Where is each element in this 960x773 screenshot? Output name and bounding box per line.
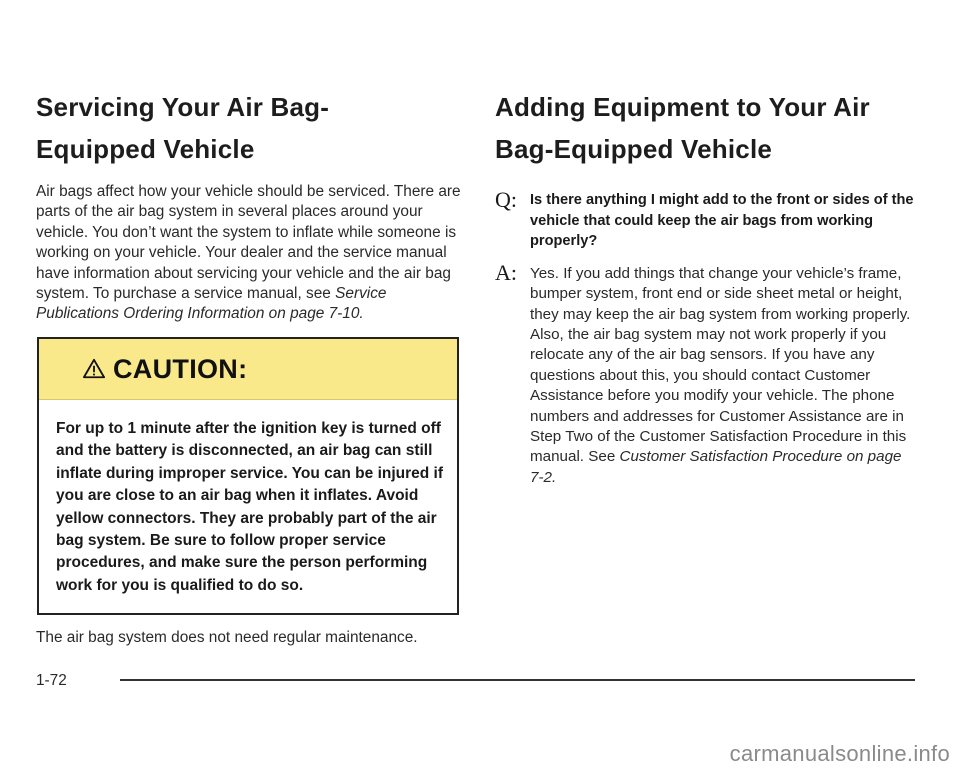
maintenance-note: The air bag system does not need regular maintenance. xyxy=(36,629,418,646)
warning-triangle-icon xyxy=(83,358,105,380)
section-title-adding-equipment: Adding Equipment to Your Air Bag-Equipped Vehicle xyxy=(495,92,870,164)
service-publications-reference: Service Publications Ordering Information on page 7-10. xyxy=(36,285,387,323)
left-column xyxy=(36,86,466,325)
question-block xyxy=(495,187,915,252)
servicing-paragraph xyxy=(36,182,466,325)
footer-rule xyxy=(120,679,915,681)
answer-text xyxy=(530,264,915,488)
site-watermark: carmanualsonline.info xyxy=(729,741,950,766)
question-marker: Q: xyxy=(495,187,517,212)
caution-box xyxy=(37,337,459,615)
right-column xyxy=(495,86,915,488)
page-number: 1-72 xyxy=(36,672,67,689)
servicing-paragraph-text: Air bags affect how your vehicle should be serviced. There are parts of the air bag system in several places around your vehicle. You don’t want the system to inflate while someone is working on your vehicle. Your dealer and the service manual have information about servicing your vehicle and the air bag system. To purchase a service manual, see xyxy=(36,183,461,303)
answer-marker: A: xyxy=(495,259,517,285)
section-title-servicing: Servicing Your Air Bag-Equipped Vehicle xyxy=(36,92,330,164)
caution-title: CAUTION: xyxy=(113,353,248,384)
answer-body: Yes. If you add things that change your vehicle’s frame, bumper system, front end or side sheet metal or height, they may keep the air bag system from working properly. Also, the air bag system may not work properly if you relocate any of the air bag sensors. If you have any questions about this, you should contact Customer Assistance before you modify your vehicle. The phone numbers and addresses for Customer Assistance are in Step Two of the Customer Satisfaction Procedure in this manual. See xyxy=(530,264,911,466)
customer-satisfaction-reference: Customer Satisfaction Procedure on page 7-2. xyxy=(530,448,902,486)
caution-header xyxy=(39,339,457,400)
question-text: Is there anything I might add to the front or sides of the vehicle that could keep the air bags from working properly? xyxy=(530,192,914,250)
caution-text: For up to 1 minute after the ignition key is turned off and the battery is disconnected, an air bag can still inflate during improper service. You can be injured if you are close to an air bag when it inflates. Avoid yellow connectors. They are probably part of the air bag system. Be sure to follow proper service procedures, and make sure the person performing work for you is qualified to do so. xyxy=(56,420,444,594)
answer-block xyxy=(495,259,915,488)
